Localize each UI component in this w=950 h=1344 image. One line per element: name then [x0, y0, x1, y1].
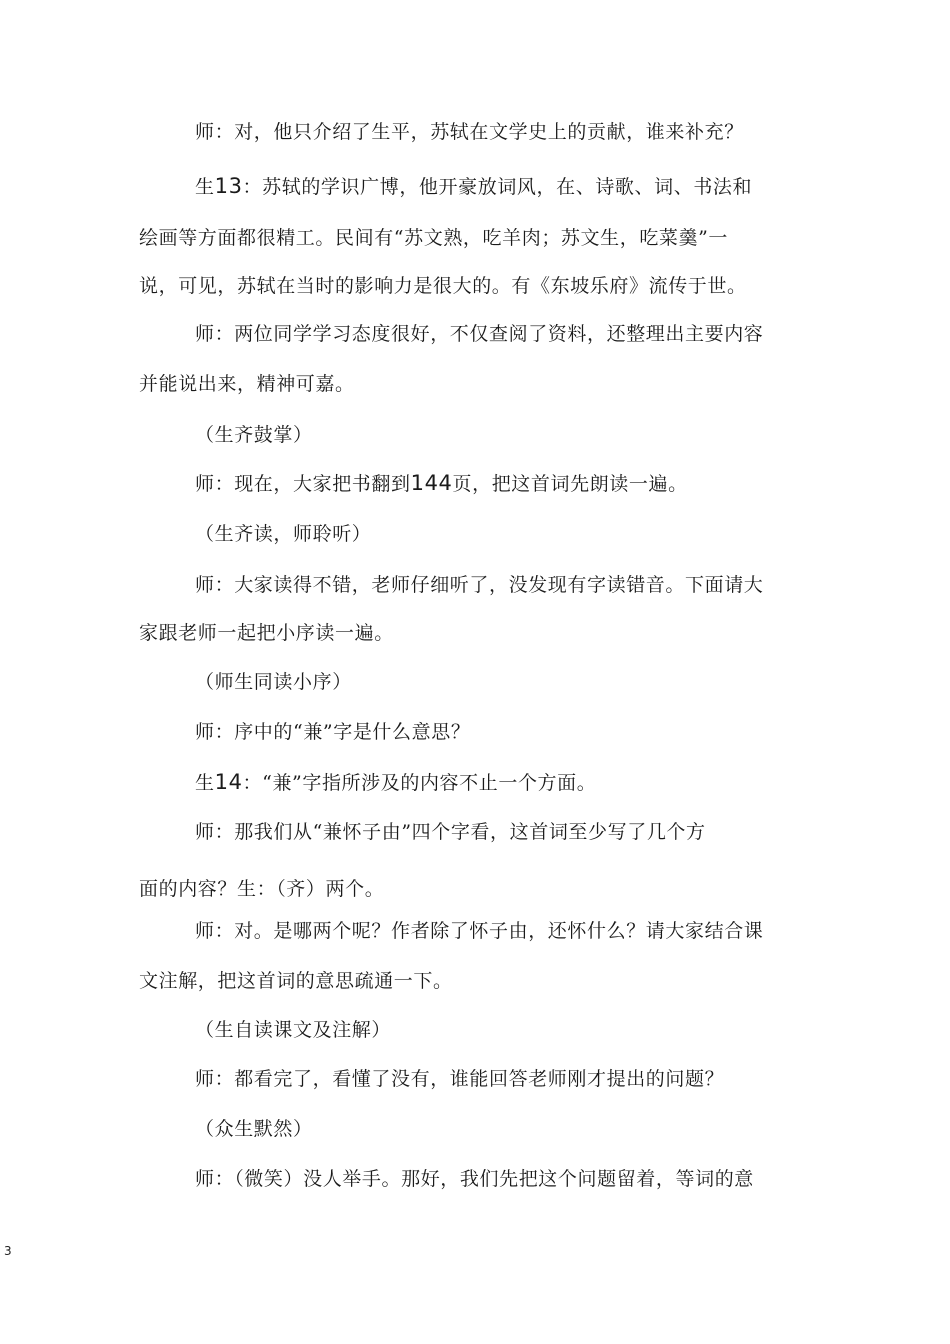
paragraph-line: （师生同读小序）: [195, 671, 352, 693]
page-number: 3: [4, 1244, 12, 1258]
paragraph-line: [195, 772, 596, 793]
line-text: 师：现在，大家把书翻到: [195, 473, 411, 495]
paragraph-line: 师：那我们从“兼怀子由”四个字看，这首词至少写了几个方: [195, 821, 706, 843]
paragraph-line: 说，可见，苏轼在当时的影响力是很大的。有《东坡乐府》流传于世。: [139, 275, 747, 297]
line-text: ：“兼”字指所涉及的内容不止一个方面。: [242, 772, 597, 794]
paragraph-line: 师：大家读得不错，老师仔细听了，没发现有字读错音。下面请大: [195, 574, 764, 596]
paragraph-line: 师：（微笑）没人举手。那好，我们先把这个问题留着，等词的意: [195, 1168, 754, 1190]
paragraph-line: 绘画等方面都很精工。民间有“苏文熟，吃羊肉；苏文生，吃菜羹”一: [139, 227, 729, 249]
paragraph-line: 师：序中的“兼”字是什么意思？: [195, 721, 471, 743]
paragraph-line: 师：对。是哪两个呢？作者除了怀子由，还怀什么？请大家结合课: [195, 920, 764, 942]
paragraph-line: （生自读课文及注解）: [195, 1019, 392, 1041]
paragraph-line: 并能说出来，精神可嘉。: [139, 373, 355, 395]
paragraph-line: 师：两位同学学习态度很好，不仅查阅了资料，还整理出主要内容: [195, 323, 764, 345]
student-number: 14: [214, 770, 243, 794]
paragraph-line: 面的内容？生：（齐）两个。: [139, 878, 385, 900]
page-reference-number: 144: [410, 471, 453, 495]
paragraph-line: [195, 176, 752, 197]
paragraph-line: 师：都看完了，看懂了没有，谁能回答老师刚才提出的问题？: [195, 1068, 725, 1090]
paragraph-line: （众生默然）: [195, 1118, 313, 1140]
paragraph-line: （生齐读，师聆听）: [195, 523, 372, 545]
speaker-label: 生: [195, 772, 215, 794]
student-number: 13: [214, 174, 243, 198]
paragraph-line: 文注解，把这首词的意思疏通一下。: [139, 970, 453, 992]
paragraph-line: （生齐鼓掌）: [195, 424, 313, 446]
line-text: ：苏轼的学识广博，他开豪放词风，在、诗歌、词、书法和: [242, 176, 753, 198]
paragraph-line: 家跟老师一起把小序读一遍。: [139, 622, 394, 644]
paragraph-line: [195, 473, 688, 494]
line-text: 页，把这首词先朗读一遍。: [452, 473, 688, 495]
paragraph-line: 师：对，他只介绍了生平，苏轼在文学史上的贡献，谁来补充？: [195, 121, 744, 143]
speaker-label: 生: [195, 176, 215, 198]
